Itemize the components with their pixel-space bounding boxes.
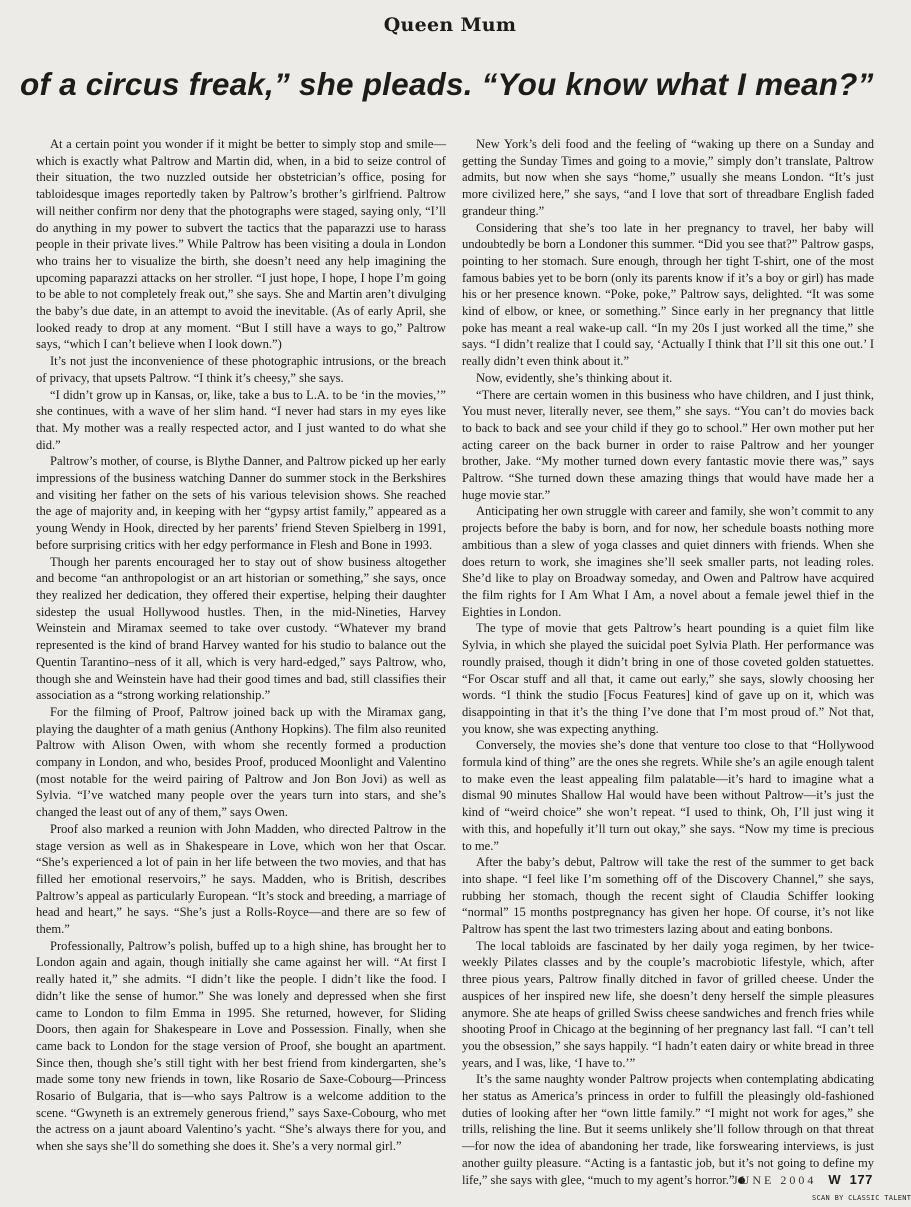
paragraph: Anticipating her own struggle with career and family, she won’t commit to any projects before the baby is born, and for now, her schedule boasts nothing more ambitious than a slew of yoga classes and quiet dinners with friends. When she does return to work, she imagines she’ll seek smaller parts, not leading roles. She’d like to play on Broadway someday, and Owen and Paltrow have acquired the film rights for I Am What I Am, a novel about a female jewel thief in the Eighties in London.	[462, 504, 874, 619]
paragraph	[462, 1071, 874, 1188]
paragraph: Considering that she’s too late in her pregnancy to travel, her baby will undoubtedly be born a Londoner this summer. “Did you see that?” Paltrow gasps, pointing to her stomach. Sure enough, through her tight T-shirt, one of the most famous babies yet to be born (only its parents know if it’s a boy or girl) has made his or her presence known. “Poke, poke,” Paltrow says, delighted. “It was some kind of elbow, or knee, or something.” Since early in her pregnancy that little poke has meant a real wake-up call. “In my 20s I just worked all the time,” she says. “I didn’t realize that I could say, ‘Actually I think that I’ll sit this one out.’ I really didn’t even think about it.”	[462, 220, 874, 369]
magazine-logo: W	[828, 1172, 841, 1187]
paragraph: New York’s deli food and the feeling of “waking up there on a Sunday and getting the Sunday Times and going to a movie,” simply don’t translate, Paltrow admits, but now when she says “home,” usually she means London. “It’s just more civilized here,” she says, “and I love that sort of threadbare English faded grandeur thing.”	[462, 137, 874, 218]
paragraph: Now, evidently, she’s thinking about it.	[476, 370, 673, 385]
issue-date: JUNE 2004	[733, 1173, 817, 1187]
paragraph: “There are certain women in this business who have children, and I just think, You must never, literally never, see them,” she says. “You can’t do movies back to back to back and see your child if they go to school.” Her own mother put her acting career on the back burner in order to raise Paltrow and her younger brother, Jake. “My mother turned down every fantastic movie there was,” says Paltrow. “She turned down these amazing things that would have made her a huge movie star.”	[462, 387, 874, 502]
paragraph: At a certain point you wonder if it might be better to simply stop and smile—which is exactly what Paltrow and Martin did, when, in a bid to seize control of their situation, the two nuzzled outside her obstetrician’s office, posing for tabloidesque images reportedly taken by Paltrow’s brother’s girlfriend. Paltrow will neither confirm nor deny that the photographs were staged, saying only, “I’ll do anything in my power to subvert the tactics that the paparazzi use to harass people in their private lives.” While Paltrow has been visiting a doula in London who trains her to visualize the birth, she doesn’t need any help imagining the upcoming paparazzi attacks on her stroller. “I just hope, I hope, I hope I’m going to be able to not completely freak out,” she says. She and Martin aren’t divulging the baby’s due date, in an attempt to avoid the inevitable. (As of early April, she looked ready to drop at any moment. “But I still have a ways to go,” Paltrow says, “which I can’t believe when I look down.”)	[36, 137, 446, 352]
paragraph: It’s not just the inconvenience of these photographic intrusions, or the breach of privacy, that upsets Paltrow. “I think it’s cheesy,” she says.	[36, 354, 446, 385]
paragraph: “I didn’t grow up in Kansas, or, like, take a bus to L.A. to be ‘in the movies,’” she continues, with a wave of her slim hand. “I never had stars in my eyes like that. My mother was a really respected actor, and I just wanted to do what she did.”	[36, 387, 446, 452]
right-column	[462, 136, 874, 1188]
paragraph: Professionally, Paltrow’s polish, buffed up to a high shine, has brought her to London again and again, though initially she came against her will. “At first I really hated it,” she admits. “I didn’t like the people. I didn’t like the food. I didn’t like the sense of humor.” She was lonely and depressed when she first came to London to film Emma in 1995. She returned, however, for Sliding Doors, then again for Shakespeare in Love and Possession. Finally, when she came back to London for the stage version of Proof, she bought an apartment. Since then, though she’s still tight with her best friend from kindergarten, she’s made some tony new friends in town, like Rosario de Saxe-Cobourg—Princess Rosario of Bulgaria, that is—who says Paltrow is a welcome addition to the scene. “Gwyneth is an extremely generous friend,” says Saxe-Cobourg, who met the actress on a jaunt aboard Valentino’s yacht. “She’s always there for you, and when she says she’ll do something she does it. She’s a very normal girl.”	[36, 938, 446, 1154]
page-number: 177	[849, 1172, 873, 1187]
paragraph: Conversely, the movies she’s done that venture too close to that “Hollywood formula kind of thing” are the ones she regrets. While she’s an agile enough talent to make even the least appealing film palatable—it’s hard to imagine what a dismal 90 minutes Shallow Hal would have been without Paltrow—it’s just the kind of “weird choice” she won’t repeat. “I used to think, Oh, I’ll just wing it with this, and hopefully it’ll turn out okay,” she says. “Now my time is precious to me.”	[462, 738, 874, 853]
paragraph: The local tabloids are fascinated by her daily yoga regimen, by her twice-weekly Pilates classes and by the couple’s macrobiotic lifestyle, which, after three pious years, Paltrow finally ditched in favor of grilled cheese. Under the auspices of her inspired new life, she doesn’t deny herself the simple pleasures anymore. She ate heaps of grilled Swiss cheese sandwiches and french fries while shooting Proof in Chicago at the beginning of her pregnancy last fall. “I can’t tell you the obsession,” she says happily. “I hadn’t eaten dairy or white bread in three years, and I was, like, ‘I have to.’”	[462, 938, 874, 1070]
closing-paragraph-text: It’s the same naughty wonder Paltrow projects when contemplating abdicating her status as America’s princess in order to fulfill the pleasingly old-fashioned duties of looking after her “own little family.” “I might not work for ages,” she trills, relishing the line. But it seems unlikely she’ll follow through on that threat—for now the idea of abandoning her trade, like forswearing interviews, is just another guilty pleasure. “Acting is a fantastic job, but it’s not going to define my life,” she says with glee, “much to my agent’s horror.”	[462, 1072, 874, 1187]
paragraph: The type of movie that gets Paltrow’s heart pounding is a quiet film like Sylvia, in which she played the suicidal poet Sylvia Plath. Her performance was roundly praised, though it didn’t bring in one of those coveted golden statuettes. “For Oscar stuff and all that, it came out early,” she says, slowly choosing her words. “I think the studio [Focus Features] kind of gave up on it, which was disappointing in that it’s the thing I’ve done that I’m most proud of.” Not that, you know, she was expecting anything.	[462, 621, 874, 736]
left-column	[36, 136, 446, 1155]
paragraph: After the baby’s debut, Paltrow will take the rest of the summer to get back into shape. “I feel like I’m something off of the Discovery Channel,” she says, rubbing her stomach, though the recent sight of Claudia Schiffer looking “normal” 15 months postpregnancy has given her hope. Of course, it’s not like Paltrow has spent the last two trimesters lazing about and eating bonbons.	[462, 855, 874, 937]
paragraph: Paltrow’s mother, of course, is Blythe Danner, and Paltrow picked up her early impressions of the business watching Danner do summer stock in the Berkshires and visiting her father on the sets of his various television shows. She reached the age of majority and, in keeping with her “gypsy artist family,” appeared as a young Wendy in Hook, directed by her parents’ friend Steven Spielberg in 1991, before surprising critics with her edgy performance in Flesh and Bone in 1993.	[36, 454, 446, 552]
pull-quote: of a circus freak,” she pleads. “You know what I mean?”	[20, 66, 874, 102]
paragraph: Though her parents encouraged her to stay out of show business altogether and become “an anthropologist or an art historian or something,” she says, once they realized her dedication, they offered their expertise, helping their daughter sidestep the usual Hollywood hustles. Then, in the mid-Nineties, Harvey Weinstein and Miramax seemed to take over custody. “Whatever my brand represented is the kind of brand Harvey wanted for his studio to balance out the Quentin Tarantino–ness of it all, which is very hard-edged,” says Paltrow, who, though she and Weinstein have had their good times and bad, still classifies their association as a “strong working relationship.”	[36, 554, 446, 703]
section-title: Queen Mum	[383, 14, 517, 36]
scan-credit: SCAN BY CLASSIC TALENT	[812, 1194, 911, 1202]
paragraph: Proof also marked a reunion with John Madden, who directed Paltrow in the stage version as well as in Shakespeare in Love, which won her that Oscar. “She’s experienced a lot of pain in her life between the two movies, and that has filled her emotional reservoirs,” he says. Madden, who is British, describes Paltrow’s appeal as particularly European. “It’s stock and breeding, a marriage of head and heart,” he says. “She’s just a Rolls-Royce—and there are so few of them.”	[36, 821, 446, 937]
paragraph: For the filming of Proof, Paltrow joined back up with the Miramax gang, playing the daughter of a math genius (Anthony Hopkins). The film also reunited Paltrow with Alison Owen, with whom she recently formed a production company in London, and who, besides Proof, produced Moonlight and Valentino (most notable for the weird pairing of Paltrow and Jon Bon Jovi) as well as Sylvia. “I’ve watched many people over the years turn into stars, and she’s changed the least out of any of them,” says Owen.	[36, 704, 446, 820]
folio	[733, 1172, 873, 1188]
